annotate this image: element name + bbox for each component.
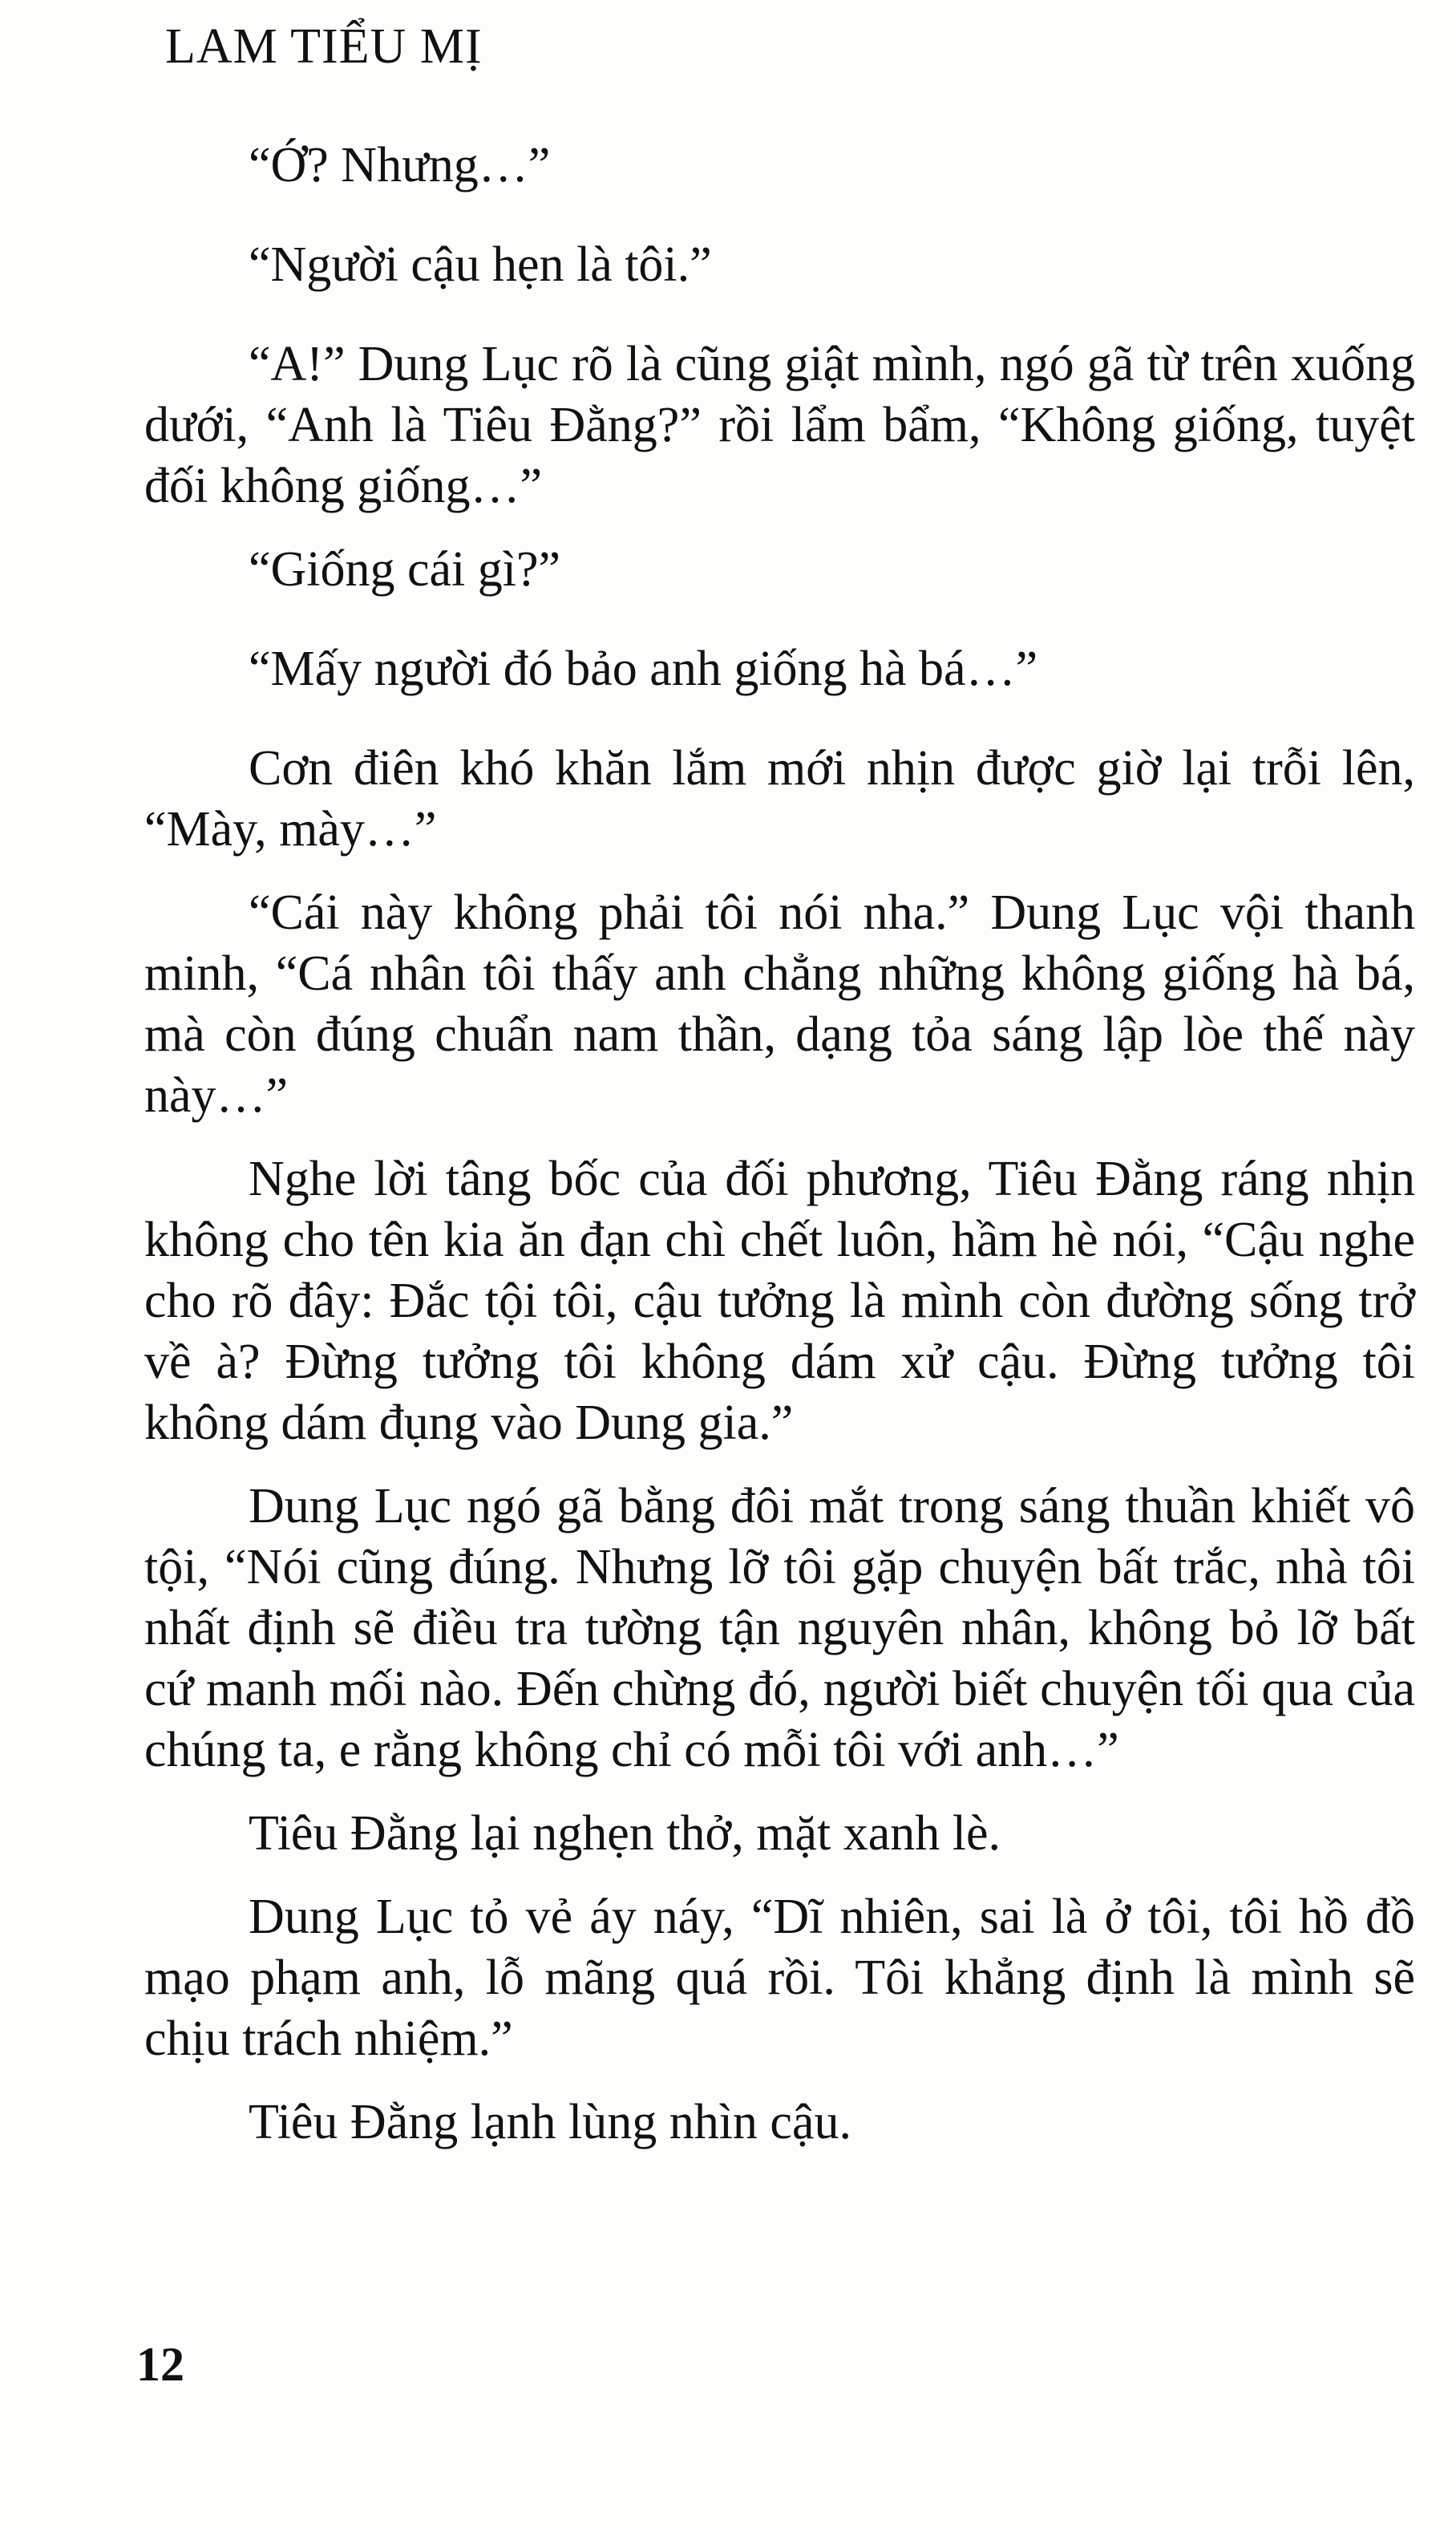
paragraph: “A!” Dung Lục rõ là cũng giật mình, ngó gã từ trên xuống dưới, “Anh là Tiêu Đằng?” rồi lẩm bẩm, “Không giống, tuyệt đối không giống…” bbox=[144, 337, 1415, 513]
paragraph: Dung Lục ngó gã bằng đôi mắt trong sáng thuần khiết vô tội, “Nói cũng đúng. Nhưng lỡ tôi gặp chuyện bất trắc, nhà tôi nhất định sẽ điều tra tường tận nguyên nhân, không bỏ lỡ bất cứ manh mối nào. Đến chừng đó, người biết chuyện tối qua của chúng ta, e rằng không chỉ có mỗi tôi với anh…” bbox=[144, 1479, 1415, 1777]
running-head: LAM TIỂU MỊ bbox=[165, 19, 483, 74]
paragraph: “Giống cái gì?” bbox=[249, 542, 561, 597]
paragraph: Cơn điên khó khăn lắm mới nhịn được giờ lại trỗi lên, “Mày, mày…” bbox=[144, 741, 1415, 857]
paragraph: Tiêu Đằng lại nghẹn thở, mặt xanh lè. bbox=[249, 1806, 1001, 1861]
paragraph: “Người cậu hẹn là tôi.” bbox=[249, 237, 712, 292]
paragraph: Tiêu Đằng lạnh lùng nhìn cậu. bbox=[249, 2095, 851, 2149]
page-number: 12 bbox=[136, 2338, 184, 2391]
paragraph: “Mấy người đó bảo anh giống hà bá…” bbox=[249, 642, 1038, 696]
paragraph: “Ớ? Nhưng…” bbox=[249, 138, 551, 192]
body-text bbox=[144, 135, 1415, 2175]
paragraph: “Cái này không phải tôi nói nha.” Dung Lục vội thanh minh, “Cá nhân tôi thấy anh chẳng những không giống hà bá, mà còn đúng chuẩn nam thần, dạng tỏa sáng lập lòe thế này này…” bbox=[144, 885, 1415, 1123]
paragraph: Dung Lục tỏ vẻ áy náy, “Dĩ nhiên, sai là ở tôi, tôi hồ đồ mạo phạm anh, lỗ mãng quá rồi. Tôi khẳng định là mình sẽ chịu trách nhiệm.” bbox=[144, 1890, 1415, 2066]
paragraph: Nghe lời tâng bốc của đối phương, Tiêu Đằng ráng nhịn không cho tên kia ăn đạn chì chết luôn, hầm hè nói, “Cậu nghe cho rõ đây: Đắc tội tôi, cậu tưởng là mình còn đường sống trở về à? Đừng tưởng tôi không dám xử cậu. Đừng tưởng tôi không dám đụng vào Dung gia.” bbox=[144, 1152, 1415, 1450]
